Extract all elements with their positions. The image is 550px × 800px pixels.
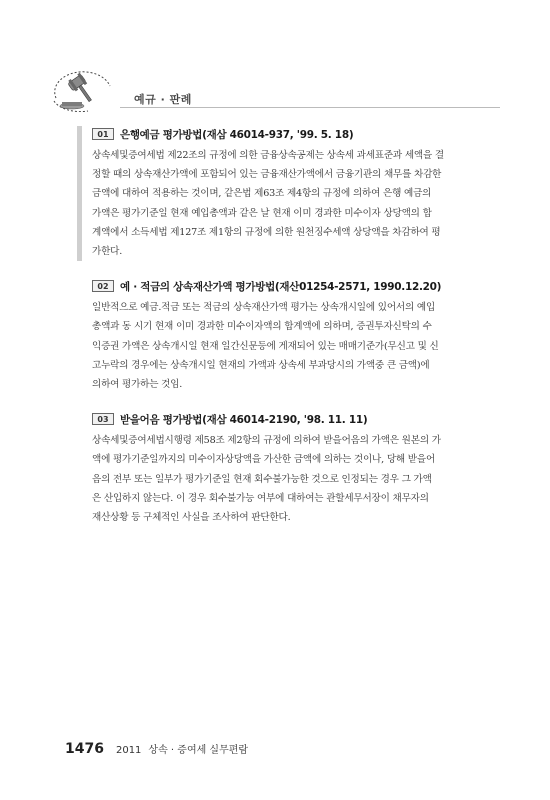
body-line: 계액에서 소득세법 제127조 제1항의 규정에 의한 원천징수세액 상당액을 차감하여 평 — [92, 226, 441, 238]
section-heading — [92, 278, 502, 294]
section-number-badge: 01 — [92, 128, 114, 140]
section-heading — [92, 126, 502, 142]
body-line: 음의 전부 또는 일부가 평가기준일 현재 회수불가능한 것으로 인정되는 경우 그 가액 — [92, 473, 432, 485]
body-line: 의하여 평가하는 것임. — [92, 379, 183, 391]
section-title: 받을어음 평가방법(재삼 46014-2190, '98. 11. 11) — [120, 413, 368, 426]
header-divider — [120, 107, 500, 108]
footer-book-title: 상속 · 증여세 실무편람 — [148, 745, 249, 756]
body-line: 은 산입하지 않는다. 이 경우 회수불가능 여부에 대하여는 관할세무서장이 채무자의 — [92, 492, 429, 504]
body-line: 익증권 가액은 상속개시일 현재 일간신문등에 게재되어 있는 매매기준가(무신고 및 신 — [92, 340, 439, 352]
chapter-label: 예규 · 판례 — [134, 93, 192, 106]
gavel-icon — [48, 68, 118, 112]
page-number: 1476 — [65, 741, 104, 757]
body-line: 고누락의 경우에는 상속개시일 현재의 가액과 상속세 부과당시의 가액중 큰 금액)에 — [92, 359, 430, 371]
body-line: 가한다. — [92, 246, 123, 258]
section-heading — [92, 411, 502, 427]
body-line: 상속세및증여세법시행령 제58조 제2항의 규정에 의하여 받을어음의 가액은 원본의 가 — [92, 435, 441, 447]
side-marker-bar — [77, 126, 82, 261]
section-body — [92, 298, 502, 394]
footer-year: 2011 — [115, 745, 142, 756]
page-footer — [65, 741, 248, 757]
section-title: 은행예금 평가방법(재삼 46014-937, '99. 5. 18) — [120, 128, 354, 141]
section-number-badge: 02 — [92, 280, 114, 292]
section-notes-receivable — [92, 411, 502, 527]
section-title: 예 · 적금의 상속재산가액 평가방법(재산01254-2571, 1990.12.20) — [120, 280, 442, 293]
section-bank-deposit — [92, 126, 502, 261]
body-line: 정할 때의 상속재산가액에 포함되어 있는 금융재산가액에서 금융기관의 채무를 차감한 — [92, 169, 442, 181]
section-body — [92, 146, 502, 261]
body-line: 일반적으로 예금.적금 또는 적금의 상속재산가액 평가는 상속개시일에 있어서의 예입 — [92, 302, 436, 314]
body-line: 총액과 동 시기 현재 이미 경과한 미수이자액의 합계액에 의하며, 증권투자신탁의 수 — [92, 321, 432, 333]
body-line: 재산상황 등 구체적인 사실을 조사하여 판단한다. — [92, 512, 291, 524]
chapter-header — [0, 0, 550, 120]
section-body — [92, 431, 502, 527]
section-number-badge: 03 — [92, 413, 114, 425]
section-savings — [92, 278, 502, 394]
main-content — [92, 126, 502, 544]
body-line: 금액에 대하여 적용하는 것이며, 같은법 제63조 제4항의 규정에 의하여 은행 예금의 — [92, 188, 432, 200]
body-line: 가액은 평가기준일 현재 예입총액과 같은 날 현재 이미 경과한 미수이자 상당액의 합 — [92, 207, 432, 219]
body-line: 액에 평가기준일까지의 미수이자상당액을 가산한 금액에 의하는 것이나, 당해 받을어 — [92, 454, 436, 466]
body-line: 상속세및증여세법 제22조의 규정에 의한 금융상속공제는 상속세 과세표준과 세액을 결 — [92, 150, 444, 161]
